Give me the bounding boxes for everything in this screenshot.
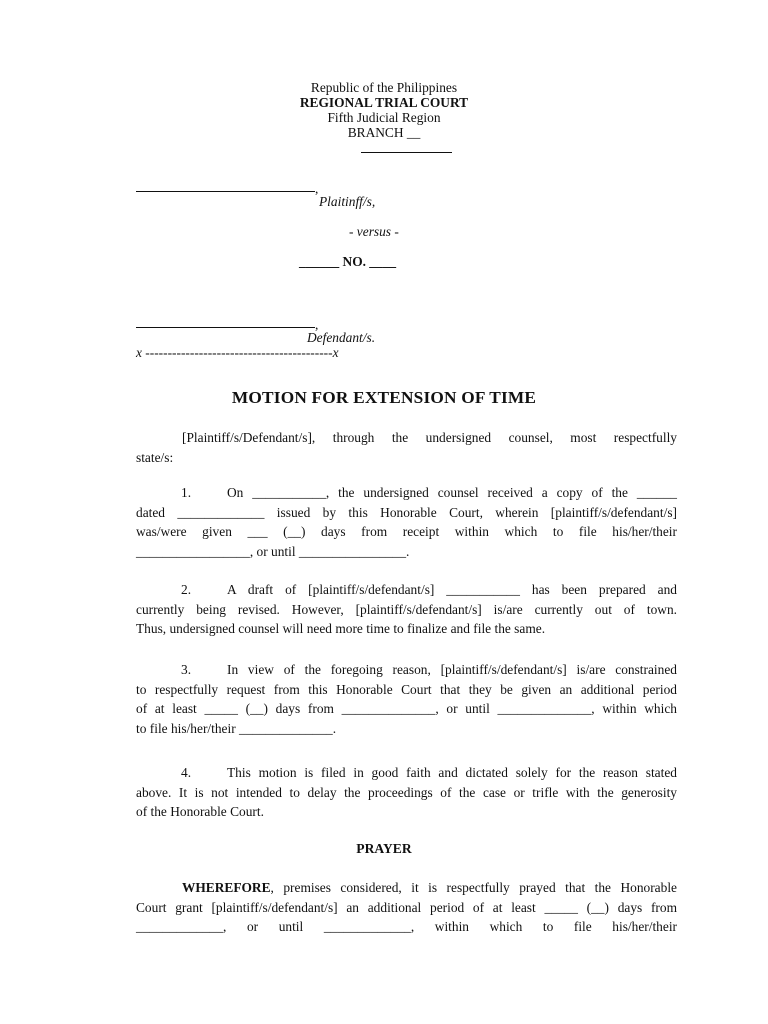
paragraph-line [136, 660, 677, 680]
paragraph-number: 3. [181, 662, 192, 677]
plaintiff-comma: , [315, 181, 319, 196]
paragraph-line: to respectfully request from this Honorable Court that they be given an additional period [136, 681, 677, 697]
paragraph-text: This motion is filed in good faith and dictated solely for the reason stated [227, 765, 677, 780]
paragraph-line [136, 483, 677, 503]
paragraph-text: In view of the foregoing reason, [plaintiff/s/defendant/s] is/are constrained [227, 662, 677, 677]
prayer-line [136, 878, 677, 898]
paragraph-number: 1. [181, 485, 192, 500]
paragraph-line [136, 763, 677, 783]
paragraph-line: above. It is not intended to delay the proceedings of the case or trifle with the generosity [136, 784, 677, 800]
versus-label: - versus - [349, 224, 399, 239]
paragraph-line [136, 580, 677, 600]
prayer-line: Court grant [plaintiff/s/defendant/s] an additional period of at least _____ (__) days from [136, 899, 677, 915]
intro-paragraph [136, 428, 677, 467]
paragraph-4 [136, 763, 677, 822]
caption-divider: x ------------------------------------------x [136, 345, 339, 360]
paragraph-2 [136, 580, 677, 639]
defendant-label: Defendant/s. [307, 330, 376, 345]
judicial-region: Fifth Judicial Region [327, 110, 441, 125]
paragraph-number: 4. [181, 765, 192, 780]
defendant-comma: , [315, 317, 319, 332]
paragraph-line: dated _____________ issued by this Honorable Court, wherein [plaintiff/s/defendant/s] [136, 504, 677, 520]
republic-line: Republic of the Philippines [310, 80, 458, 95]
paragraph-text: A draft of [plaintiff/s/defendant/s] ___________ has been prepared and [227, 582, 677, 597]
prayer-paragraph [136, 878, 677, 937]
court-name: REGIONAL TRIAL COURT [299, 95, 469, 110]
case-number: ______ NO. ____ [299, 254, 397, 269]
prayer-heading: PRAYER [356, 841, 412, 856]
prayer-line: _____________, or until _____________, within which to file his/her/their [136, 919, 677, 935]
paragraph-line: currently being revised. However, [plaintiff/s/defendant/s] is/are currently out of town. [136, 601, 677, 617]
plaintiff-label: Plaitinff/s, [319, 194, 376, 209]
paragraph-line: _________________, or until ________________. [136, 543, 410, 559]
paragraph-number: 2. [181, 582, 192, 597]
intro-line: state/s: [136, 449, 174, 465]
intro-line [136, 428, 677, 448]
header-underline [361, 152, 452, 153]
paragraph-line: of the Honorable Court. [136, 804, 264, 820]
paragraph-3 [136, 660, 677, 738]
document-title: MOTION FOR EXTENSION OF TIME [231, 388, 537, 407]
defendant-name-blank [136, 327, 315, 328]
paragraph-line: was/were given ___ (__) days from receipt within which to file his/her/their [136, 524, 677, 540]
intro-text: [Plaintiff/s/Defendant/s], through the undersigned counsel, most respectfully [182, 430, 677, 445]
paragraph-text: On ___________, the undersigned counsel received a copy of the ______ [227, 485, 677, 500]
paragraph-line: to file his/her/their ______________. [136, 720, 337, 736]
paragraph-line: Thus, undersigned counsel will need more time to finalize and file the same. [136, 621, 546, 637]
plaintiff-name-blank [136, 191, 315, 192]
prayer-text: , premises considered, it is respectfully prayed that the Honorable [270, 880, 677, 895]
paragraph-line: of at least _____ (__) days from ______________, or until ______________, within which [136, 701, 677, 717]
branch-line: BRANCH __ [347, 125, 421, 140]
prayer-lead: WHEREFORE [182, 880, 271, 895]
paragraph-1 [136, 483, 677, 561]
